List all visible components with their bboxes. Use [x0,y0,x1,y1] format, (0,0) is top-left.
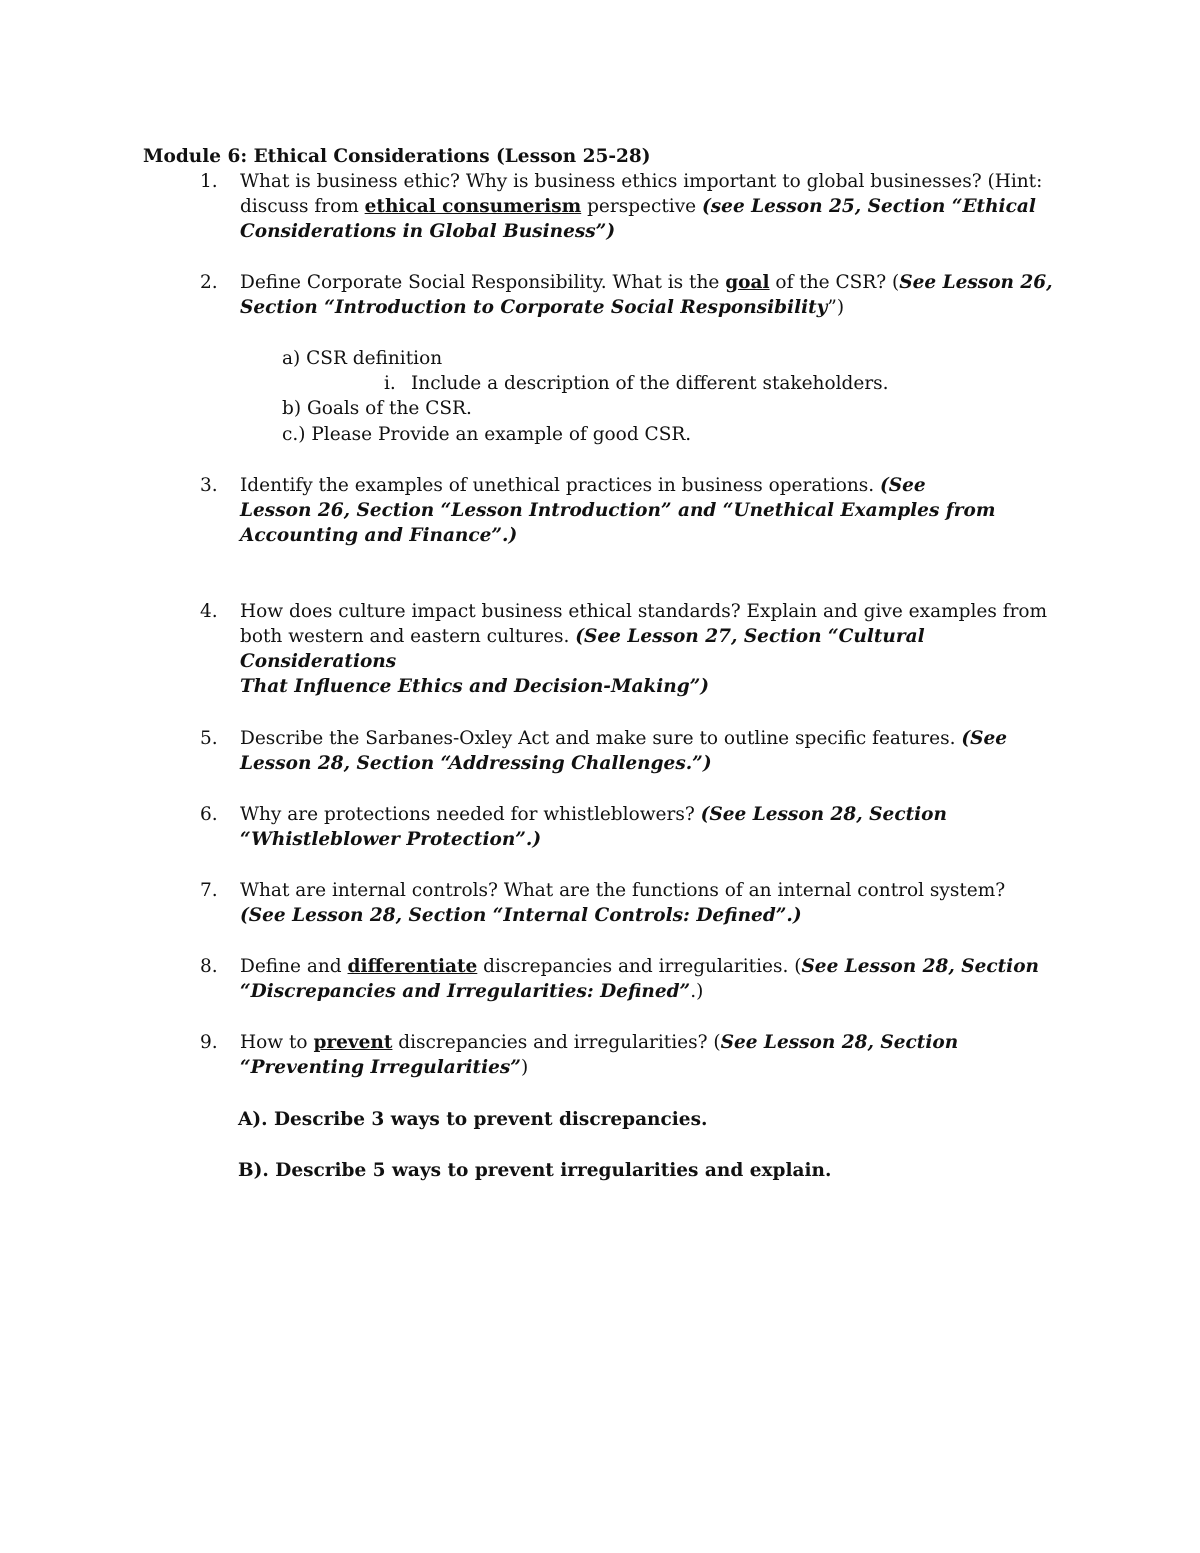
module-title: Module 6: Ethical Considerations (Lesson 25-28) [143,146,651,167]
question-text: .) [690,981,704,1002]
question-number: 6. [200,804,218,825]
question-line [240,751,1060,776]
question-line [240,624,1060,674]
lesson-reference: (See Lesson 28, Section “Internal Controls: Defined”.) [240,905,802,926]
question-text: What is business ethic? Why is business ethics important to global businesses? (Hint: [240,171,1043,192]
lesson-reference: “Preventing Irregularities” [240,1057,521,1078]
lesson-reference: (See Lesson 27, Section “Cultural Considerations [240,626,925,672]
question-number: 7. [200,880,218,901]
lesson-reference: (See [880,475,926,496]
question-9 [200,1030,1060,1080]
sub-item-i: Include a description of the different stakeholders. [411,373,889,394]
lesson-reference: Accounting and Finance”.) [240,525,518,546]
question-number: 5. [200,728,218,749]
question-line [240,903,1060,928]
question-6 [200,802,1060,852]
question-number: 4. [200,601,218,622]
question-number: 3. [200,475,218,496]
question-line [240,498,1060,523]
question-line [240,523,1060,548]
question-line [240,1030,1060,1055]
lesson-reference: Lesson 26, Section “Lesson Introduction” and “Unethical Examples from [240,500,996,521]
lesson-reference: Considerations in Global Business”) [240,221,616,242]
question-line [240,270,1060,295]
question-line [240,194,1060,219]
lesson-reference: Section “Introduction to Corporate Social Responsibility [240,297,828,318]
question-number: 1. [200,171,218,192]
question-line [240,878,1060,903]
question-line [240,954,1060,979]
question-text: perspective [581,196,702,217]
underlined-term: differentiate [347,956,478,977]
lesson-reference: (See [961,728,1008,749]
question-text: ) [520,1057,529,1078]
question-text: discuss from [240,196,365,217]
sub-item-a: a) CSR definition [282,348,443,369]
sub-item-c: c.) Please Provide an example of good CSR. [282,424,692,445]
lesson-reference: See Lesson 28, Section [801,956,1040,977]
question-line [240,219,1060,244]
question-line [240,1055,1060,1080]
question-7 [200,878,1060,928]
question-text: How does culture impact business ethical standards? Explain and give examples from [240,601,1048,622]
question-number: 2. [200,272,218,293]
question-number: 8. [200,956,218,977]
question-text: both western and eastern cultures. [240,626,576,647]
question-text: Describe the Sarbanes-Oxley Act and make sure to outline specific features. [240,728,962,749]
sub-item-B: B). Describe 5 ways to prevent irregularities and explain. [238,1160,832,1181]
question-line [240,599,1060,624]
lesson-reference: See Lesson 28, Section [720,1032,959,1053]
question-4 [200,599,1060,699]
question-text: discrepancies and irregularities? ( [392,1032,721,1053]
question-line [240,674,1060,699]
underlined-term: prevent [313,1032,393,1053]
lesson-reference: (see Lesson 25, Section “Ethical [702,196,1036,217]
question-line [240,979,1060,1004]
question-line [240,295,1060,320]
question-text: discrepancies and irregularities. ( [477,956,802,977]
question-text: Why are protections needed for whistleblowers? [240,804,701,825]
question-3 [200,473,1060,548]
question-2 [200,270,1060,320]
lesson-reference: See Lesson 26, [899,272,1053,293]
underlined-term: ethical consumerism [364,196,582,217]
question-text: What are internal controls? What are the functions of an internal control system? [240,880,1006,901]
question-line [240,169,1060,194]
question-line [240,726,1060,751]
lesson-reference: Lesson 28, Section “Addressing Challenges.”) [240,753,712,774]
question-line [240,802,1060,827]
question-line [240,827,1060,852]
question-text: How to [240,1032,314,1053]
lesson-reference: (See Lesson 28, Section [700,804,947,825]
sub-item-A: A). Describe 3 ways to prevent discrepancies. [238,1109,708,1130]
question-text: ”) [827,297,845,318]
question-5 [200,726,1060,776]
lesson-reference: “Discrepancies and Irregularities: Defined” [240,981,691,1002]
question-1 [200,169,1060,244]
underlined-term: goal [725,272,770,293]
question-text: Identify the examples of unethical practices in business operations. [240,475,881,496]
lesson-reference: “Whistleblower Protection”.) [240,829,542,850]
lesson-reference: That Influence Ethics and Decision-Making”) [240,676,710,697]
question-line [240,473,1060,498]
sub-item-number: i. [384,373,396,394]
question-text: Define and [240,956,348,977]
sub-item-b: b) Goals of the CSR. [282,398,472,419]
question-text: of the CSR? ( [769,272,900,293]
question-text: Define Corporate Social Responsibility. What is the [240,272,726,293]
question-8 [200,954,1060,1004]
question-number: 9. [200,1032,218,1053]
